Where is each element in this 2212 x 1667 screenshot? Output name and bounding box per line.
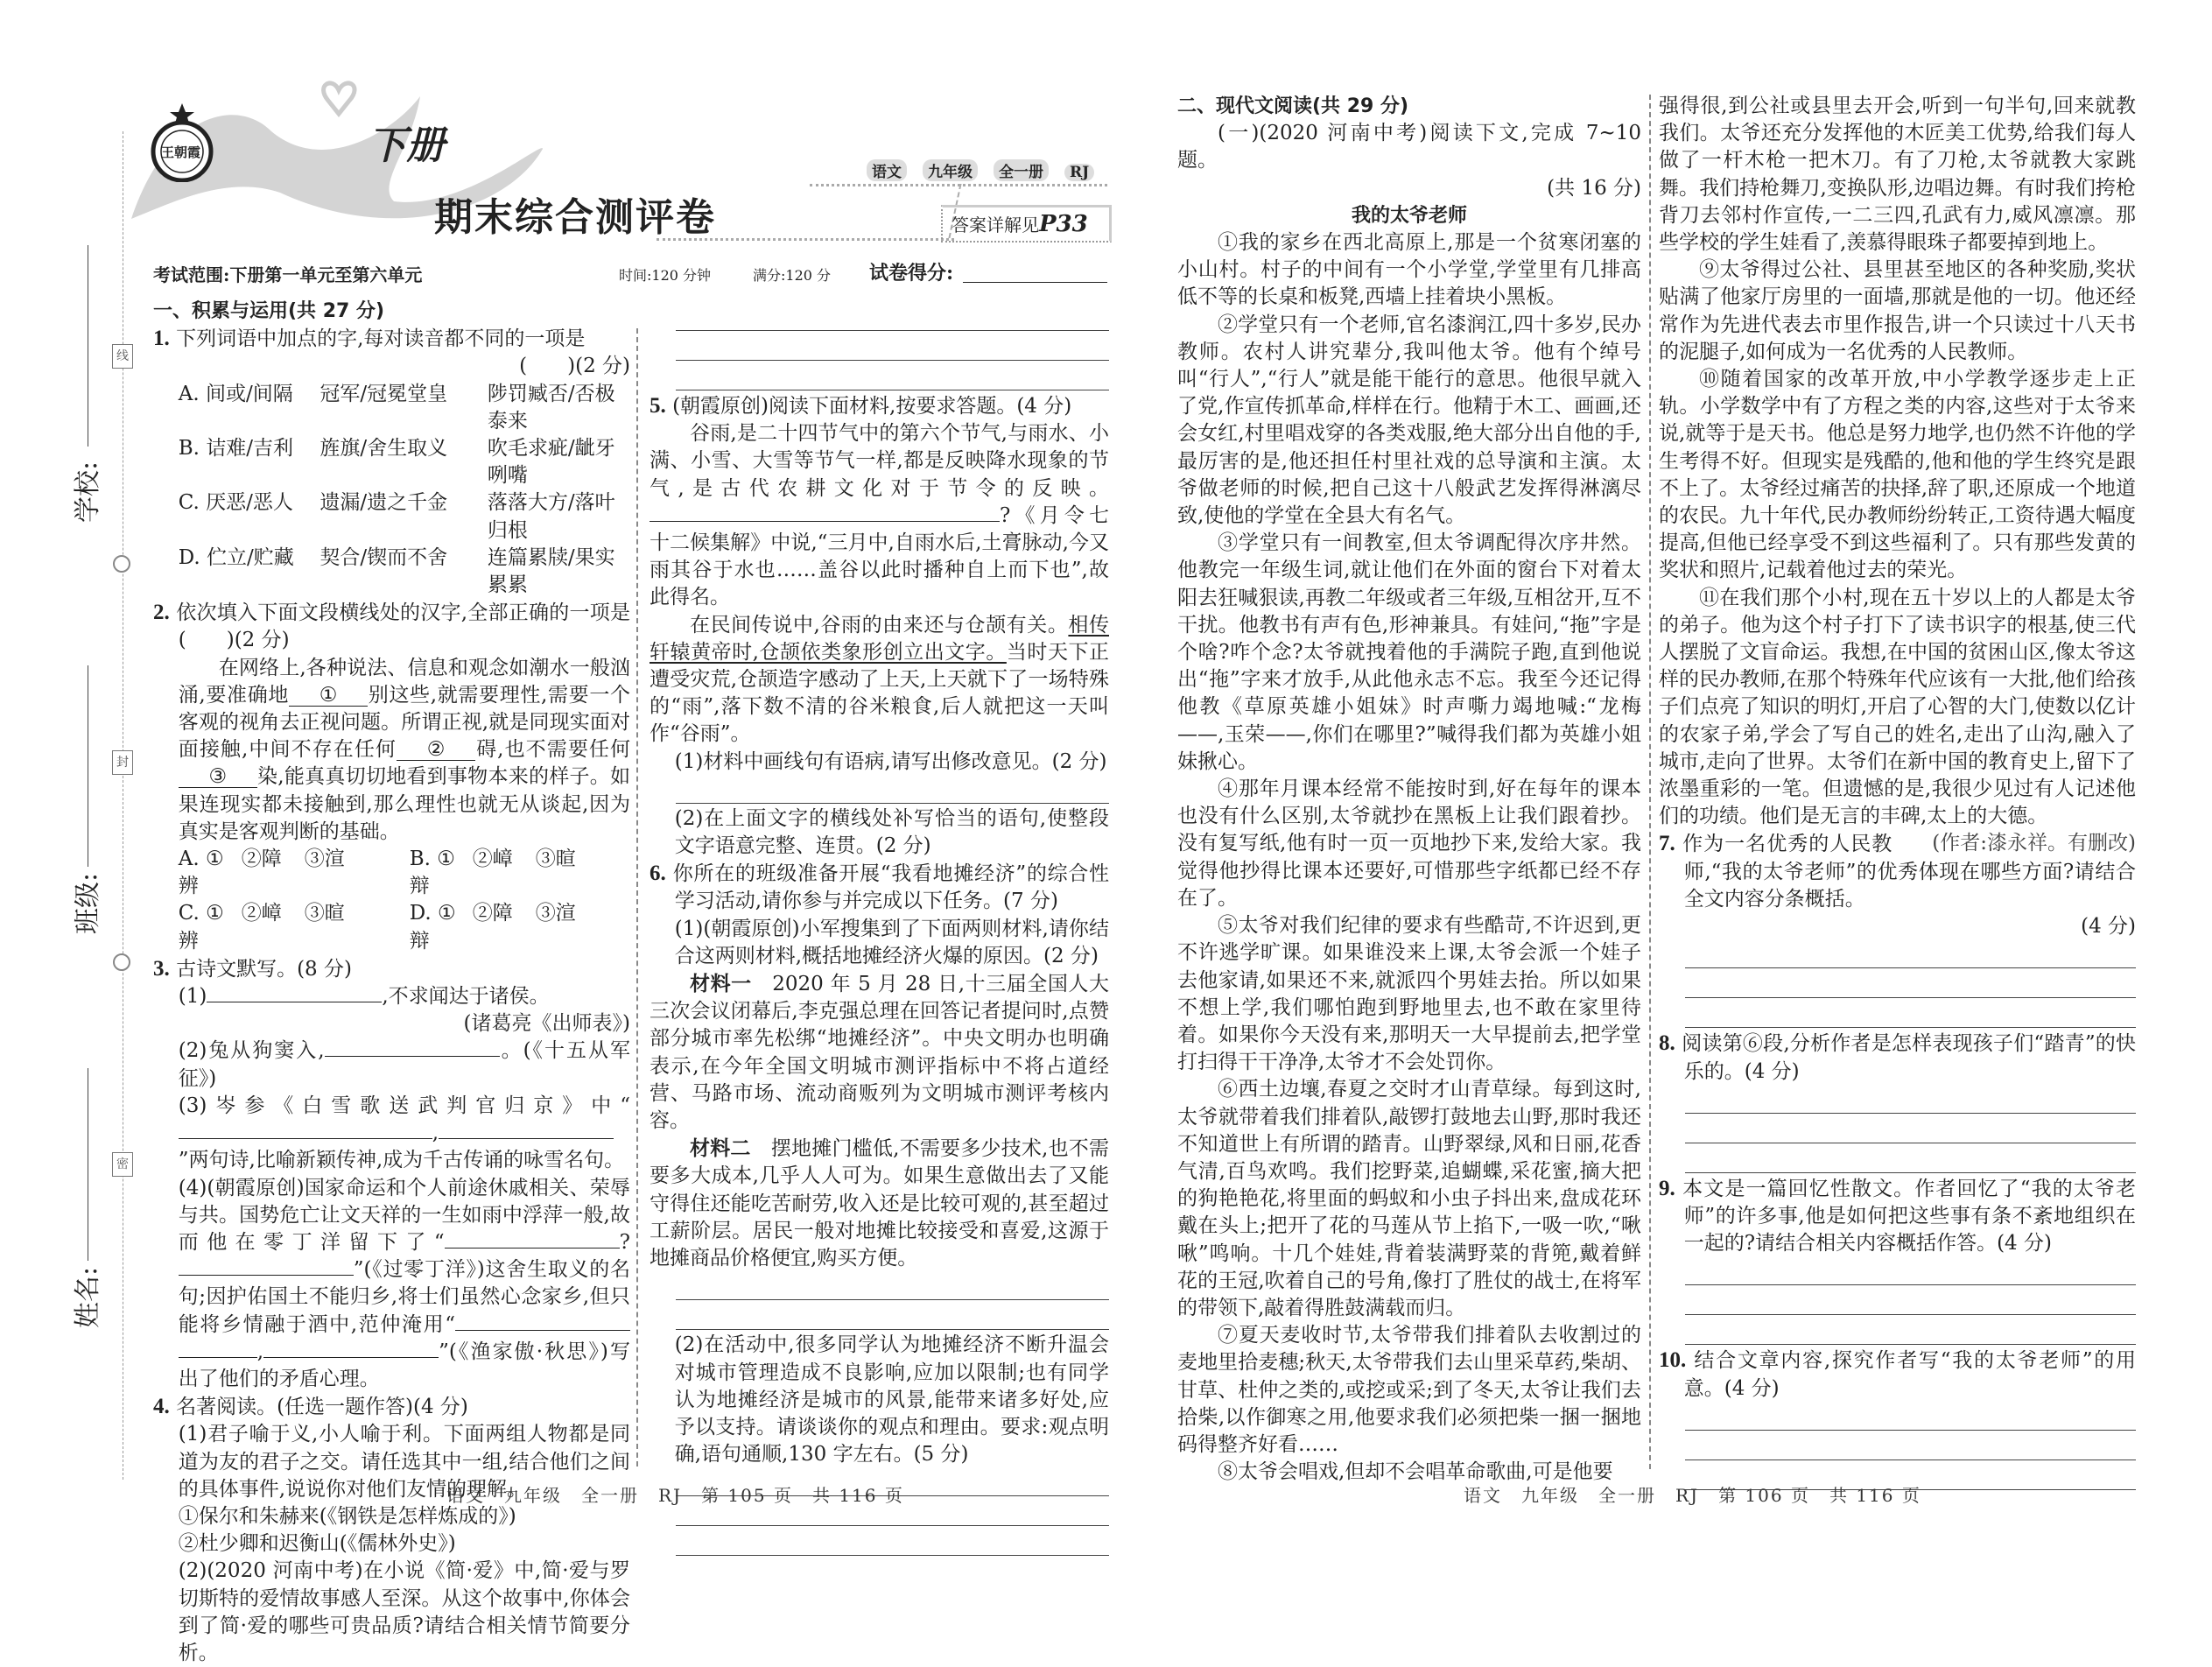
paragraph <box>1177 530 1641 776</box>
text: 在民间传说中,谷雨的由来还与仓颉有关。 <box>690 613 1069 637</box>
text: ⑤太爷对我们纪律的要求有些酷苛,不许迟到,更不许逃学旷课。如果谁没来上课,太爷会派一个娃子去他家请,如果还不来,就派四个男娃去抬。所以如果不想上学,我们哪怕跑到野地里去,也不敢在家里待着。如果你今天没有来,那明天一大早提前去,把学堂打扫得干干净净,太爷才不会处罚你。 <box>1177 914 1641 1074</box>
section-heading: 一、积累与运用(共 27 分) <box>153 300 385 322</box>
question-number: 5. <box>650 394 666 418</box>
sub-question <box>650 916 1109 970</box>
answer-line[interactable] <box>676 333 1109 361</box>
paragraph <box>1177 229 1641 312</box>
question <box>153 325 630 353</box>
text: 名著阅读。(任选一题作答)(4 分) <box>176 1396 468 1419</box>
text: 古诗文默写。(8 分) <box>176 957 352 981</box>
paragraph <box>1659 93 2136 257</box>
paragraph <box>1659 257 2136 366</box>
question <box>650 392 1109 420</box>
answer-page: P33 <box>1039 211 1088 237</box>
school-label: 学校: <box>73 461 104 524</box>
paragraph <box>1659 366 2136 585</box>
answer-line[interactable] <box>1685 1432 2136 1460</box>
text: 本文是一篇回忆性散文。作者回忆了“我的太爷老师”的许多事,他是如何把这些事有条不紊地组织在一起的?请结合相关内容概括作答。(4 分) <box>1682 1177 2137 1256</box>
question-number: 10. <box>1659 1348 1687 1373</box>
fill-blank[interactable]: ③ <box>179 766 257 788</box>
column-1 <box>153 298 630 1667</box>
option-choice[interactable]: A. 间或/间隔 <box>178 382 293 405</box>
text: ”两句诗,比喻新颖传神,成为千古传诵的咏雪名句。 <box>178 1149 625 1172</box>
text: ? <box>619 1230 630 1254</box>
answer-line[interactable] <box>1685 1086 2136 1114</box>
option-choice[interactable]: ②障 <box>472 902 513 925</box>
page-footer-left: 语文 九年级 全一册 RJ 第 105 页 共 116 页 <box>446 1485 904 1506</box>
source-note: (作者:漆永祥。有删改) <box>1932 832 2136 855</box>
paragraph <box>1177 1322 1641 1459</box>
text: 摆地摊门槛低,不需要多少技术,也不需要多大成本,几乎人人可为。如果生意做出去了又能守得住还能吃苦耐劳,收入还是比较可观的,甚至超过工薪阶层。居民一般对地摊比较接受和喜爱,这源于地摊商品价格便宜,购买方便。 <box>650 1137 1109 1270</box>
score-input[interactable] <box>963 282 1107 283</box>
answer-line[interactable] <box>676 362 1109 390</box>
text: ?《月令七十二候集解》中说,“三月中,自雨水后,土膏脉动,今又雨其谷于水也……盖谷以此时播种自上而下也”,故此得名。 <box>650 503 1109 609</box>
option-choice[interactable]: ③渲 <box>535 902 576 925</box>
column-2 <box>650 303 1109 1558</box>
fill-blank[interactable] <box>439 1138 614 1139</box>
text: ⑥西土边壤,春夏之交时才山青草绿。每到这时,太爷就带着我们排着队,敲锣打鼓地去山野,那时我还不知道世上有所谓的踏青。山野翠绿,风和日丽,花香气清,百鸟欢鸣。我们挖野菜,追蝴蝶,采花蜜,摘大把的狗艳艳花,将里面的蚂蚁和小虫子抖出来,盘成花环戴在头上;把开了花的马莲从节上掐下,一吸一吹,“啾啾”鸣响。十几个娃娃,背着装满野菜的背篼,戴着鲜花的王冠,吹着自己的号角,像打了胜仗的战士,在将军的带领下,敲着得胜鼓满载而归。 <box>1177 1078 1641 1319</box>
exam-range: 考试范围:下册第一单元至第六单元 <box>153 264 423 285</box>
answer-line[interactable] <box>1685 940 2136 968</box>
text: (朝霞原创)阅读下面材料,按要求答题。(4 分) <box>672 395 1072 418</box>
paragraph <box>1177 1076 1641 1322</box>
option-row <box>153 900 630 954</box>
sub-question <box>650 1332 1109 1468</box>
option-choice[interactable]: 连篇累牍/果实累累 <box>487 545 615 597</box>
fill-blank[interactable] <box>179 1138 354 1139</box>
answer-line[interactable] <box>676 1528 1109 1556</box>
column-3 <box>1177 93 1641 1486</box>
answer-line[interactable] <box>676 776 1109 804</box>
score-label: 试卷得分: <box>869 262 954 285</box>
page-title: 期末综合测评卷 <box>434 195 716 240</box>
name-label: 姓名: <box>73 1266 104 1329</box>
text: (2)(2020 河南中考)在小说《简·爱》中,简·爱与罗切斯特的爱情故事感人至深。从这个故事中,你体会到了简·爱的哪些可贵品质?请结合相关情节简要分析。 <box>178 1559 630 1664</box>
text: 染,能真真切切地看到事物本来的样子。如果连现实都未接触到,那么理性也就无从谈起,因为真实是客观判断的基础。 <box>178 765 630 843</box>
answer-line[interactable] <box>1685 1115 2136 1143</box>
question-number: 1. <box>153 327 170 351</box>
answer-line[interactable] <box>676 303 1109 331</box>
underlined-sentence: 相传轩辕黄帝时,仓颉依类象形创立出文字。 <box>650 613 1110 664</box>
text: (1) <box>178 985 207 1009</box>
fill-blank[interactable] <box>179 1357 257 1358</box>
option-choice[interactable]: ③暄 <box>535 848 576 871</box>
text: ①我的家乡在西北高原上,那是一个贫寒闭塞的小山村。村子的中间有一个小学堂,学堂里有几排高低不等的长桌和板凳,西墙上挂着块小黑板。 <box>1177 231 1641 309</box>
column-4 <box>1659 93 2136 1492</box>
article-title: 我的太爷老师 <box>1351 204 1467 227</box>
column-divider <box>636 328 638 1467</box>
text: 在网络上,各种说法、信息和观念如潮水一般汹涌,要准确地 <box>178 656 630 707</box>
text: , <box>432 1122 439 1145</box>
text: (2)在上面文字的横线处补写恰当的语句,使整段文字语意完整、连贯。(2 分) <box>674 806 1109 858</box>
paragraph <box>153 655 630 846</box>
text: (2)在活动中,很多同学认为地摊经济不断升温会对城市管理造成不良影响,应加以限制;也有同学认为地摊经济是城市的风景,能带来诸多好处,应予以支持。请谈谈你的观点和理由。要求:观点明确,语句通顺,130 字左右。(5 分) <box>674 1333 1109 1467</box>
answer-line[interactable] <box>1685 1000 2136 1028</box>
option-choice[interactable]: ②嶂 <box>241 902 282 925</box>
section-heading: 二、现代文阅读(共 29 分) <box>1177 95 1409 117</box>
sub-question <box>153 1503 630 1530</box>
text: ②学堂只有一个老师,官名漆润江,四十多岁,民办教师。农村人讲究辈分,我叫他太爷。他有个绰号叫“行人”,“行人”就是能干能行的意思。他很早就入了党,作宣传抓革命,样样在行。他精于木工、画画,还会女红,村里唱戏穿的各类戏服,绝大部分出自他的手,最厉害的是,他还担任村里社戏的总导演和主演。太爷做老师的时候,把自己这十八般武艺发挥得淋漓尽致,使他的学堂在全县大有名气。 <box>1177 313 1641 528</box>
question <box>1659 1175 2136 1258</box>
sub-question <box>153 1558 630 1667</box>
answer-line[interactable] <box>1685 1317 2136 1345</box>
sub-question <box>153 1175 630 1394</box>
exam-full-score: 满分:120 分 <box>753 267 832 284</box>
paragraph <box>1177 312 1641 531</box>
material-label: 材料二 <box>690 1136 751 1161</box>
text: , <box>256 1340 264 1363</box>
brand-logo <box>151 103 214 182</box>
score-note: (诸葛亮《出师表》) <box>463 1012 630 1036</box>
text: (1)(朝霞原创)小军搜集到了下面两则材料,请你结合这两则材料,概括地摊经济火爆的原因。(2 分) <box>674 917 1109 967</box>
text: ③学堂只有一间教室,但太爷调配得次序井然。他教完一年级生词,就让他们在外面的窗台下对着太阳去狂喊狠读,再教二年级或者三年级,互相岔开,互不干扰。他教书有声有色,形神兼具。有娃问,“拖”字是个啥?咋个念?太爷就拽着他的手满院子跑,直到他说出“拖”字来才放手,从此他永志不忘。我至今还记得他教《草原英雄小姐妹》时声嘶力竭地喊:“龙梅——,玉荣——,你们在哪里?”喊得我们都为英雄小姐妹揪心。 <box>1177 531 1641 773</box>
fill-blank[interactable] <box>325 1056 500 1057</box>
fill-blank[interactable] <box>825 521 1000 522</box>
text: ④那年月课本经常不能按时到,好在每年的课本也没有什么区别,太爷就抄在黑板上让我们跟着抄。没有复写纸,他有时一页一页地抄下来,发给大家。我觉得他抄得比课本还要好,可惜那些字纸都已经不存在了。 <box>1177 777 1641 910</box>
answer-ref-label: 答案详解见 <box>952 215 1039 236</box>
fill-blank[interactable] <box>354 1138 432 1139</box>
sub-question <box>153 983 630 1010</box>
option-choice[interactable]: 陟罚臧否/否极泰来 <box>487 382 615 433</box>
option-choice[interactable]: D. ①辩 <box>409 902 456 953</box>
option-row <box>153 489 630 544</box>
tag-volume: 全一册 <box>994 159 1049 181</box>
text: 谷雨,是二十四节气中的第六个节气,与雨水、小满、小雪、大雪等节气一样,都是反映降水现象的节气,是古代农耕文化对于节令的反映。 <box>650 422 1109 500</box>
question <box>153 1393 630 1421</box>
text: (4)(朝霞原创)国家命运和个人前途休戚相关、荣辱与共。国势危亡让文天祥的一生如雨中浮萍一般,故而他在零丁洋留下了“ <box>178 1176 630 1254</box>
text: (2)兔从狗窦入, <box>178 1039 325 1063</box>
option-choice[interactable]: C. ①辨 <box>178 902 224 953</box>
header-dotted-rule <box>657 238 954 241</box>
paragraph <box>1659 585 2136 855</box>
paragraph <box>1177 120 1641 174</box>
text: ”(《过零丁洋》)这舍生取义的名句;因护佑国土不能归乡,将士们虽然心念家乡,但只能将乡情融于酒中,范仲淹用“ <box>178 1258 630 1336</box>
option-choice[interactable]: B. ①辩 <box>409 848 455 898</box>
text: ⑦夏天麦收时节,太爷带我们排着队去收割过的麦地里拾麦穗;秋天,太爷带我们去山里采草药,柴胡、甘草、杜仲之类的,或挖或采;到了冬天,太爷让我们去拾柴,以作御寒之用,他要求我们必须把柴一捆一捆地码得整齐好看…… <box>1177 1324 1641 1456</box>
text: ,不求闻达于诸侯。 <box>382 985 550 1009</box>
question <box>153 599 630 654</box>
option-choice[interactable]: 契合/锲而不舍 <box>320 545 448 569</box>
answer-line[interactable] <box>1685 1287 2136 1315</box>
answer-line[interactable] <box>1685 1145 2136 1173</box>
fill-blank[interactable] <box>263 1357 439 1358</box>
option-choice[interactable]: 遗漏/遗之千金 <box>320 491 448 515</box>
text: 下列词语中加点的字,每对读音都不同的一项是 <box>176 327 586 351</box>
paragraph <box>1177 776 1641 912</box>
sub-question <box>153 1093 630 1175</box>
text: 阅读第⑥段,分析作者是怎样表现孩子们“踏青”的快乐的。(4 分) <box>1682 1032 2137 1083</box>
option-choice[interactable]: B. 诘难/吉利 <box>178 437 294 461</box>
text: (1)材料中画线句有语病,请写出修改意见。(2 分) <box>674 749 1107 773</box>
subject-tags <box>867 159 1110 181</box>
option-row <box>153 381 630 435</box>
column-divider <box>1649 95 1651 1469</box>
mark-feng: 封 <box>112 750 133 775</box>
score-note: (共 16 分) <box>1547 176 1641 200</box>
text: ⑨太爷得过公社、县里甚至地区的各种奖励,奖状贴满了他家厅房里的一面墙,那就是他的一切。他还经常作为先进代表去市里作报告,讲一个只读过十八天书的泥腿子,如何成为一名优秀的人民教师。 <box>1659 258 2136 363</box>
text: ⑧太爷会唱戏,但却不会唱革命歌曲,可是他要 <box>1218 1460 1613 1484</box>
question <box>153 955 630 983</box>
option-row <box>153 545 630 599</box>
text: 强得很,到公社或县里去开会,听到一句半句,回来就教我们。太爷还充分发挥他的木匠美工优势,给我们每人做了一杆木枪一把木刀。有了刀枪,太爷就教大家跳舞。我们持枪舞刀,变换队形,边唱边舞。有时我们挎枪背刀去邻村作宣传,一二三四,孔武有力,威风凛凛。那些学校的学生娃看了,羡慕得眼珠子都要掉到地上。 <box>1659 95 2136 255</box>
text: ⑩随着国家的改革开放,中小学教学逐步走上正轨。小学数学中有了方程之类的内容,这些对于太爷来说,就等于是天书。他总是努力地学,也仍然不许他的学生考得不好。但现实是残酷的,他和他的学生终究是跟不上了。太爷经过痛苦的抉择,辞了职,还原成一个地道的农民。九十年代,民办教师纷纷转正,工资待遇大幅度提高,但他已经享受不到这些福利了。只有那些发黄的奖状和照片,记载着他过去的荣光。 <box>1659 368 2136 582</box>
option-row <box>153 846 630 900</box>
text: 你所在的班级准备开展“我看地摊经济”的综合性学习活动,请你参与并完成以下任务。(7 分) <box>672 862 1109 913</box>
text: 碍,也不需要任何 <box>475 738 631 762</box>
question-number: 4. <box>153 1395 170 1419</box>
question-number: 7. <box>1659 832 1675 856</box>
text: 依次填入下面文段横线处的汉字,全部正确的一项是( )(2 分) <box>176 601 631 652</box>
question-number: 6. <box>650 862 666 886</box>
option-choice[interactable]: D. 伫立/贮藏 <box>178 545 294 569</box>
text: (一)(2020 河南中考)阅读下文,完成 7~10 题。 <box>1177 122 1641 172</box>
text: 2020 年 5 月 28 日,十三届全国人大三次会议闭幕后,李克强总理在回答记者提问时,点赞部分城市率先松绑“地摊经济”。中央文明办也明确表示,在今年全国文明城市测评指标中不将占道经营、马路市场、流动商贩列为文明城市测评考核内容。 <box>650 973 1109 1133</box>
brand-name: 王朝霞 <box>161 144 201 160</box>
sub-question <box>650 805 1109 860</box>
answer-line[interactable] <box>1685 970 2136 998</box>
text: 。(《十五从军征》) <box>178 1039 630 1090</box>
text: (3)岑参《白雪歌送武判官归京》中“ <box>178 1094 630 1117</box>
volume-label: 下册 <box>368 123 445 168</box>
answer-line[interactable] <box>1685 1403 2136 1431</box>
option-choice[interactable]: 冠军/冠冕堂皇 <box>320 382 448 405</box>
question <box>1659 1347 2136 1402</box>
sub-question <box>650 749 1109 776</box>
text: ①保尔和朱赫来(《钢铁是怎样炼成的》) <box>178 1504 516 1528</box>
page-footer-right: 语文 九年级 全一册 RJ 第 106 页 共 116 页 <box>1464 1485 1921 1506</box>
option-choice[interactable]: 吹毛求疵/龇牙咧嘴 <box>487 437 615 488</box>
question-number: 3. <box>153 956 170 981</box>
mark-xian: 线 <box>112 344 133 369</box>
text: ”(《渔家傲·秋思》)写出了他们的矛盾心理。 <box>178 1340 630 1390</box>
fill-blank[interactable] <box>179 1275 354 1276</box>
answer-line[interactable] <box>1685 1257 2136 1285</box>
text: ⑪在我们那个小村,现在五十岁以上的人都是太爷的弟子。他为这个村子打下了读书识字的根基,使三代人摆脱了文盲命运。我想,在中国的贫困山区,像太爷这样的民办教师,在那个特殊年代应该有一大批,他们给孩子们点亮了知识的明灯,开启了心智的大门,使数以亿计的农家子弟,学会了写自己的姓名,走出了山沟,融入了城市,走向了世界。太爷们在新中国的教育史上,留下了浓墨重彩的一笔。但遗憾的是,我很少见过有人记述他们的功绩。他们是无言的丰碑,太上的大德。 <box>1659 586 2136 828</box>
exam-time: 时间:120 分钟 <box>619 267 712 284</box>
sub-question <box>153 1037 630 1092</box>
tag-subject: 语文 <box>867 159 907 181</box>
tag-edition: RJ <box>1064 164 1094 181</box>
question <box>650 860 1109 915</box>
score-note: (4 分) <box>2081 915 2136 939</box>
fill-blank[interactable]: ① <box>289 685 368 707</box>
text: 作为一名优秀的人民教师,“我的太爷老师”的优秀体现在哪些方面?请结合全文内容分条概括。 <box>1682 833 2136 911</box>
option-choice[interactable]: 旌旗/舍生取义 <box>320 437 448 461</box>
tag-grade: 九年级 <box>923 159 978 181</box>
option-choice[interactable]: A. ①辨 <box>178 848 224 898</box>
text: (1)君子喻于义,小人喻于利。下面两组人物都是同道为友的君子之交。请任选其中一组,结合他们之间的具体事件,说说你对他们友情的理解。 <box>178 1423 630 1501</box>
option-choice[interactable]: ③暄 <box>304 902 345 925</box>
text: 别这些,就需要理性,需要一个客观的视角去正视问题。所谓正视,就是同现实面对面接触,中间不存在任何 <box>178 683 631 762</box>
binding-hole-icon <box>113 953 130 971</box>
option-choice[interactable]: ③渲 <box>304 848 345 871</box>
paragraph <box>650 970 1109 1135</box>
fill-blank[interactable]: ② <box>397 739 475 761</box>
option-choice[interactable]: C. 厌恶/恶人 <box>178 491 293 515</box>
option-choice[interactable]: ②嶂 <box>472 848 513 871</box>
binding-hole-icon <box>113 555 130 573</box>
paragraph <box>650 1135 1109 1272</box>
option-choice[interactable]: 落落大方/落叶归根 <box>487 491 615 542</box>
question-number: 2. <box>153 601 170 625</box>
question <box>1659 1030 2136 1085</box>
fill-blank[interactable] <box>650 521 825 522</box>
option-row <box>153 435 630 489</box>
answer-reference <box>941 205 1112 243</box>
text: ②杜少卿和迟衡山(《儒林外史》) <box>178 1532 456 1556</box>
class-label: 班级: <box>73 872 104 935</box>
question-number: 9. <box>1659 1176 1675 1200</box>
answer-line[interactable] <box>676 1272 1109 1300</box>
text: 结合文章内容,探究作者写“我的太爷老师”的用意。(4 分) <box>1683 1349 2137 1400</box>
option-choice[interactable]: ②障 <box>241 848 282 871</box>
paragraph <box>650 612 1109 749</box>
paragraph <box>1177 912 1641 1076</box>
mark-mi: 密 <box>112 1152 133 1177</box>
fill-blank[interactable] <box>455 1330 630 1331</box>
answer-line[interactable] <box>676 1302 1109 1330</box>
sub-question <box>153 1530 630 1558</box>
score-note: ( )(2 分) <box>519 355 630 378</box>
paragraph <box>650 420 1109 611</box>
question-number: 8. <box>1659 1031 1675 1056</box>
material-label: 材料一 <box>690 972 752 996</box>
text: 当时天下正遭受灾荒,仓颉造字感动了上天,上天就下了一场特殊的“雨”,落下数不清的谷米粮食,后人就把这一天叫作“谷雨”。 <box>650 640 1109 746</box>
